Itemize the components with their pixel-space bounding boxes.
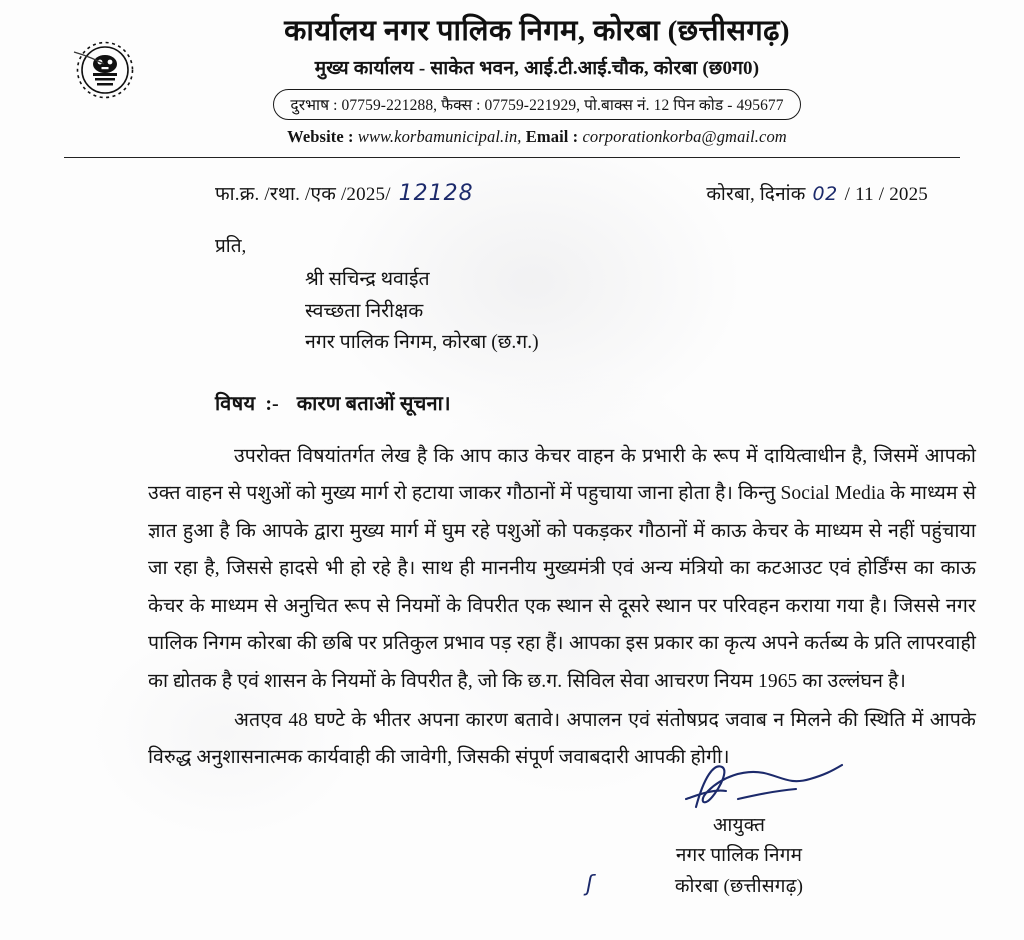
signature-mark [574,753,904,811]
signatory-details [574,811,904,902]
place-and-date [706,180,928,206]
signatory-designation: आयुक्त [712,814,766,836]
reference-row [215,180,928,206]
email-value: corporationkorba@gmail.com [582,127,787,147]
date-separator-1: / [844,184,851,206]
organization-name: कार्यालय नगर पालिक निगम, कोरबा (छत्तीसगढ़) [284,15,790,47]
to-label: प्रति, [215,236,247,258]
file-reference-number [215,180,477,206]
signature-block [574,753,904,902]
place-date-label: कोरबा, दिनांक [706,184,806,206]
file-reference-prefix: फा.क्र. /रथा. /एक /2025/ [215,184,391,206]
addressee-block [305,264,1024,359]
date-month: 11 [855,184,874,206]
subject-text: कारण बताओं सूचना। [296,392,451,415]
date-day: 02 [812,183,838,206]
body-paragraph-1: उपरोक्त विषयांतर्गत लेख है कि आप काउ केचर वाहन के प्रभारी के रूप में दायित्वाधीन है, जिसमें आपको उक्त वाहन से पशुओं को मुख्य मार्ग रो हटाया जाकर गौठानों में पहुचाया जाना होता है। किन्तु Social Media के माध्यम से ज्ञात हुआ है कि आपके द्वारा मुख्य मार्ग में घुम रहे पशुओं को पकड़कर गौठानों में काऊ केचर के माध्यम से नहीं पहुंचाया जा रहा है, जिससे हादसे भी हो रहे है। साथ ही माननीय मुख्यमंत्री एवं अन्य मंत्रियो का कटआउट एवं होर्डिंग्स का काऊ केचर के माध्यम से अनुचित रूप से नियमों के विपरीत एक स्थान से दूसरे स्थान पर परिवहन कराया गया है। जिससे नगर पालिक निगम कोरबा की छबि पर प्रतिकुल प्रभाव पड़ रहा हैं। आपका इस प्रकार का कृत्य अपने कर्तब्य के प्रति लापरवाही का द्योतक है एवं शासन के नियमों के विपरीत है, जो कि छ.ग. सिविल सेवा आचरण नियम 1965 का उल्लंघन है। [148,445,976,692]
subject-label: विषय [215,392,256,415]
subject-separator: :- [265,392,279,415]
municipal-emblem-icon [66,30,144,108]
letterhead [0,0,1024,164]
website-label: Website : [287,127,354,147]
email-label: Email : [525,127,579,147]
website-value: www.korbamunicipal.in, [357,127,522,147]
letter-body [148,438,976,777]
date-year: 2025 [889,184,928,206]
contact-details-box: दुरभाष : 07759-221288, फैक्स : 07759-221929, पो.बाक्स नं. 12 पिन कोड - 495677 [273,89,800,120]
addressee-line-2: स्वच्छता निरीक्षक [305,300,424,322]
secondary-initial-mark: ʃ [586,871,594,897]
addressee-line-1: श्री सचिन्द्र थवाईत [305,269,430,291]
file-reference-value: 12128 [398,181,474,207]
website-email-line [184,127,890,147]
date-separator-2: / [878,184,885,206]
letterhead-divider [64,157,960,158]
signatory-location: कोरबा (छत्तीसगढ़) [674,875,804,897]
organization-address: मुख्य कार्यालय - साकेत भवन, आई.टी.आई.चौक, कोरबा (छ0ग0) [314,58,760,80]
addressee-line-3: नगर पालिक निगम, कोरबा (छ.ग.) [305,332,539,354]
subject-row [215,389,1024,416]
signatory-organization: नगर पालिक निगम [675,845,803,867]
body-paragraph-2: अतएव 48 घण्टे के भीतर अपना कारण बतावे। अपालन एवं संतोषप्रद जवाब न मिलने की स्थिति में आपके विरुद्ध अनुशासनात्मक कार्यवाही की जावेगी, जिसकी संपूर्ण जवाबदारी आपकी होगी। [148,710,976,769]
